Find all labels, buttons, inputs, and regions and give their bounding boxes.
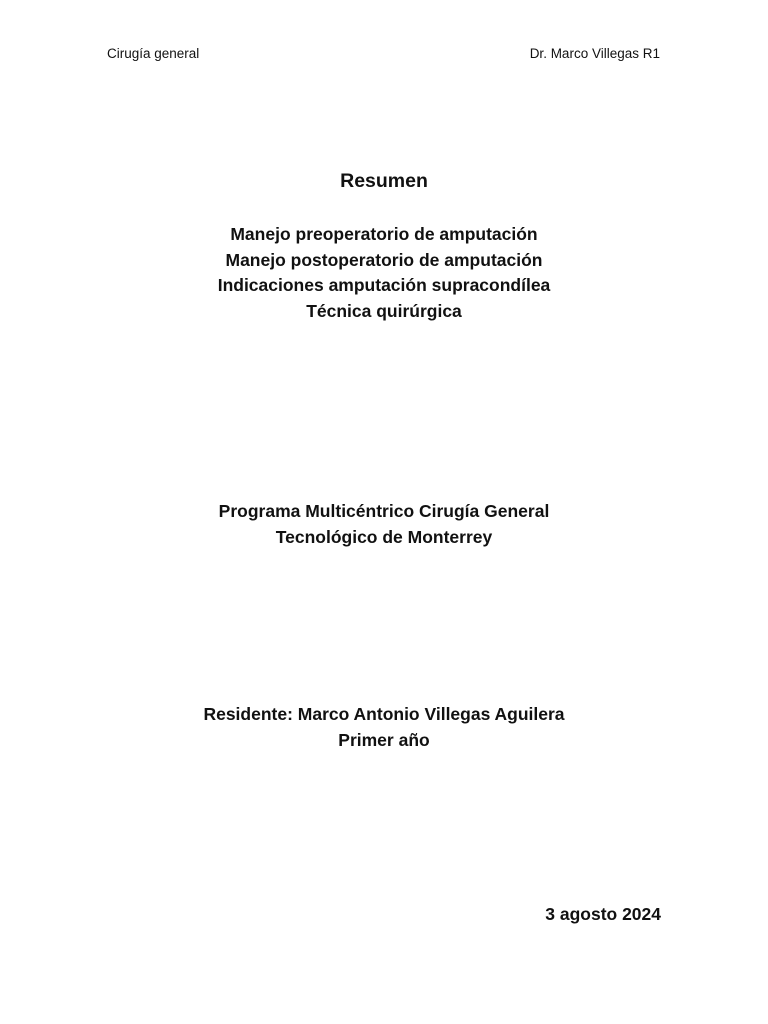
header-course: Cirugía general — [107, 46, 200, 61]
program-name: Programa Multicéntrico Cirugía General — [218, 501, 550, 521]
topic-item: Indicaciones amputación supracondílea — [217, 275, 551, 295]
topics-block — [0, 222, 768, 324]
resident-block — [0, 702, 768, 753]
topic-item: Manejo preoperatorio de amputación — [230, 224, 538, 244]
topic-item: Manejo postoperatorio de amputación — [225, 249, 543, 270]
resident-name: Residente: Marco Antonio Villegas Aguilera — [203, 704, 565, 724]
page-title: Resumen — [340, 170, 428, 192]
header-author: Dr. Marco Villegas R1 — [529, 46, 660, 61]
document-date: 3 agosto 2024 — [545, 904, 661, 924]
resident-year: Primer año — [338, 729, 430, 750]
topic-item: Técnica quirúrgica — [306, 300, 462, 321]
institution-name: Tecnológico de Monterrey — [275, 526, 493, 547]
program-block — [0, 499, 768, 550]
